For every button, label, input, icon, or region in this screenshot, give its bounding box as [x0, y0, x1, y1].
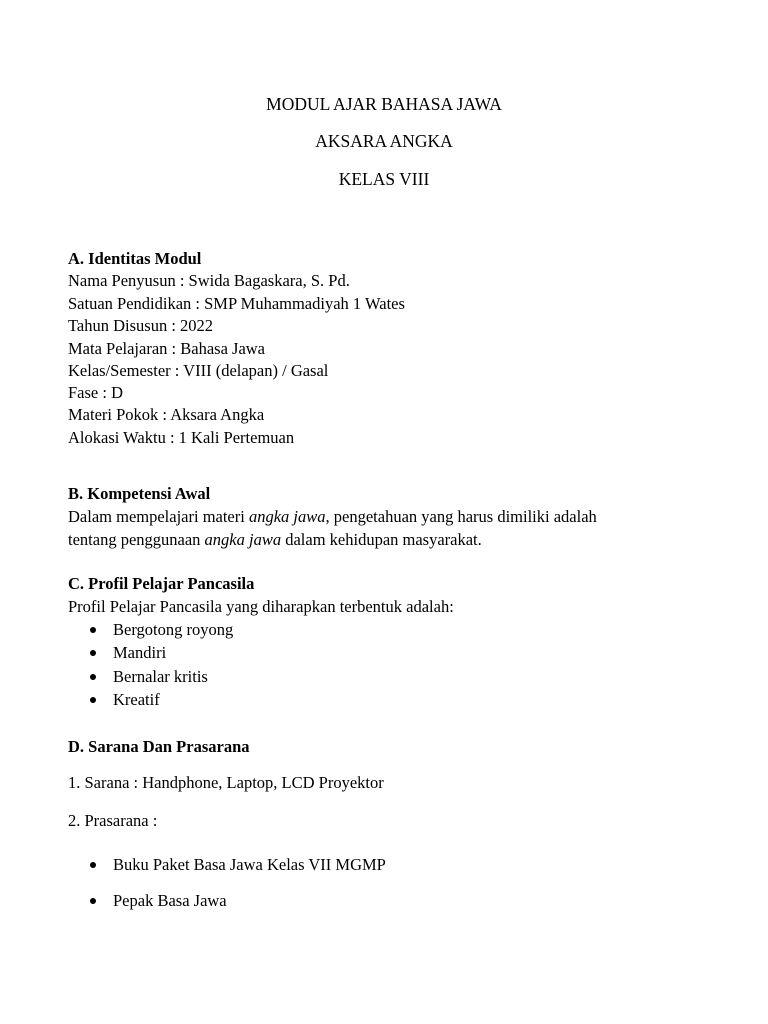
section-b-heading: B. Kompetensi Awal — [68, 484, 211, 503]
italic-term: angka jawa — [248, 507, 326, 526]
prasarana-line: 2. Prasarana : — [68, 811, 158, 830]
list-item: Buku Paket Basa Jawa Kelas VII MGMP — [113, 855, 386, 874]
list-item: Kreatif — [113, 690, 160, 709]
bullet-icon — [90, 627, 96, 633]
section-b-paragraph-line — [68, 509, 597, 526]
text-run: tentang penggunaan — [68, 530, 205, 549]
identity-line: Nama Penyusun : Swida Bagaskara, S. Pd. — [68, 271, 350, 290]
list-item: Bernalar kritis — [113, 667, 208, 686]
bullet-icon — [90, 898, 96, 904]
text-run: , pengetahuan yang harus dimiliki adalah — [325, 507, 597, 526]
document-class: KELAS VIII — [338, 169, 430, 189]
list-item: Pepak Basa Jawa — [113, 891, 227, 910]
list-item: Mandiri — [113, 643, 167, 662]
identity-line: Kelas/Semester : VIII (delapan) / Gasal — [68, 361, 329, 380]
section-d-heading: D. Sarana Dan Prasarana — [68, 737, 250, 756]
section-b-paragraph-line — [68, 532, 482, 549]
text-run: Dalam mempelajari materi — [68, 507, 249, 526]
italic-term: angka jawa — [204, 530, 282, 549]
section-c-intro: Profil Pelajar Pancasila yang diharapkan terbentuk adalah: — [68, 597, 454, 616]
document-title: MODUL AJAR BAHASA JAWA — [266, 94, 502, 114]
section-c-heading: C. Profil Pelajar Pancasila — [68, 574, 255, 593]
identity-line: Mata Pelajaran : Bahasa Jawa — [68, 339, 266, 358]
identity-line: Tahun Disusun : 2022 — [68, 316, 214, 335]
bullet-icon — [90, 862, 96, 868]
section-a-heading: A. Identitas Modul — [68, 249, 202, 268]
document-subtitle: AKSARA ANGKA — [315, 131, 453, 151]
sarana-line: 1. Sarana : Handphone, Laptop, LCD Proyektor — [68, 773, 384, 792]
bullet-icon — [90, 697, 96, 703]
identity-line: Satuan Pendidikan : SMP Muhammadiyah 1 Wates — [68, 294, 405, 313]
identity-line: Fase : D — [68, 383, 123, 402]
list-item: Bergotong royong — [113, 620, 234, 639]
text-run: dalam kehidupan masyarakat. — [281, 530, 482, 549]
bullet-icon — [90, 674, 96, 680]
identity-line: Alokasi Waktu : 1 Kali Pertemuan — [68, 428, 295, 447]
bullet-icon — [90, 650, 96, 656]
identity-line: Materi Pokok : Aksara Angka — [68, 405, 265, 424]
